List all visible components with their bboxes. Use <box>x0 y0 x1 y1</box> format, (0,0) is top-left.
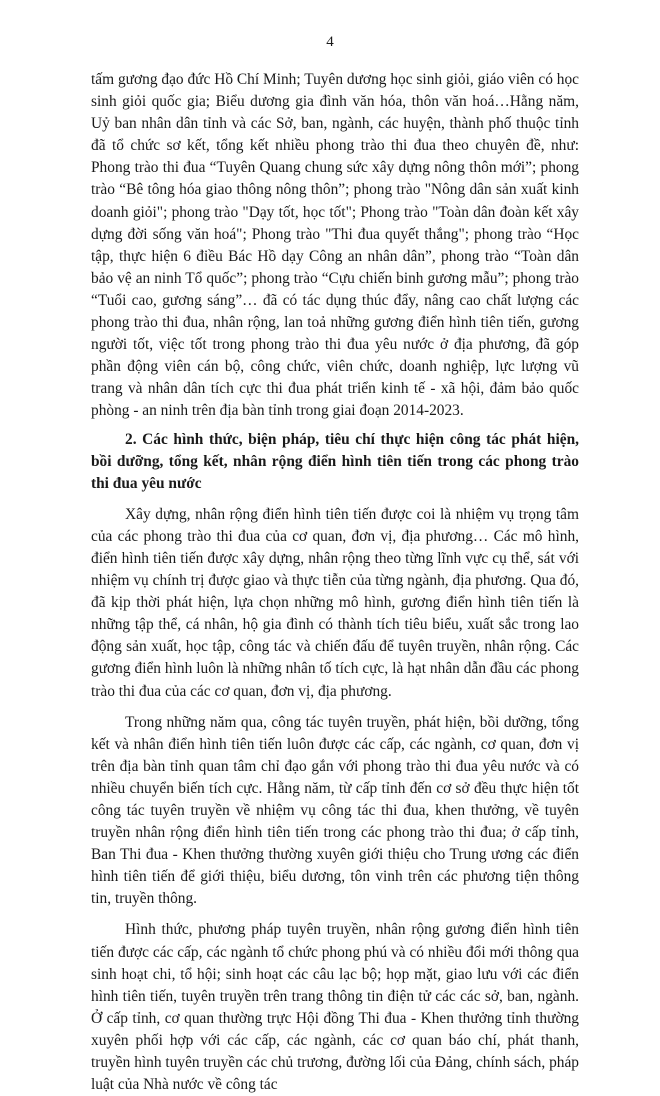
section-heading: 2. Các hình thức, biện pháp, tiêu chí thực hiện công tác phát hiện, bồi dưỡng, tổng kết, nhân rộng điển hình tiên tiến trong các phong trào thi đua yêu nước <box>91 430 579 492</box>
page-number: 4 <box>326 34 334 50</box>
paragraph: Trong những năm qua, công tác tuyên truyền, phát hiện, bồi dưỡng, tổng kết và nhân điển hình tiên tiến luôn được các cấp, các ngành, cơ quan, đơn vị trên địa bàn tỉnh quan tâm chỉ đạo gắn với phong trào thi đua yêu nước và có nhiều chuyển biến tích cực. Hằng năm, từ cấp tỉnh đến cơ sở đều thực hiện tốt công tác tuyên truyền về nhiệm vụ công tác thi đua, khen thưởng, về tuyên truyền nhân rộng điển hình tiên tiến trong các phong trào thi đua; ở cấp tỉnh, Ban Thi đua - Khen thưởng thường xuyên giới thiệu cho Trung ương các điển hình tiên tiến để giới thiệu, biểu dương, tôn vinh trên các phương tiện thông tin, truyền thông. <box>91 713 579 908</box>
paragraph: Xây dựng, nhân rộng điển hình tiên tiến được coi là nhiệm vụ trọng tâm của các phong trào thi đua của cơ quan, đơn vị, địa phương… Các mô hình, điển hình tiên tiến được xây dựng, nhân rộng theo từng lĩnh vực cụ thể, sát với nhiệm vụ chính trị được giao và thực tiễn của từng ngành, địa phương. Qua đó, đã kịp thời phát hiện, lựa chọn những mô hình, gương điển hình tiên tiến là những tập thể, cá nhân, hộ gia đình có thành tích tiêu biểu, xuất sắc trong lao động sản xuất, học tập, công tác và chiến đấu để tuyên truyền, nhân rộng. Các gương điển hình luôn là những nhân tố tích cực, là hạt nhân dẫn đầu các phong trào thi đua của các cơ quan, đơn vị, địa phương. <box>91 505 579 700</box>
paragraph: Hình thức, phương pháp tuyên truyền, nhân rộng gương điển hình tiên tiến được các cấp, các ngành tổ chức phong phú và có nhiều đổi mới thông qua sinh hoạt chi, tổ hội; sinh hoạt các câu lạc bộ; họp mặt, giao lưu với các điển hình tiên tiến, tuyên truyền trên trang thông tin điện tử các các sở, ban, ngành. Ở cấp tỉnh, cơ quan thường trực Hội đồng Thi đua - Khen thưởng tỉnh thường xuyên phối hợp với các cấp, các ngành, các cơ quan báo chí, phát thanh, truyền hình tuyên truyền các chủ trương, đường lối của Đảng, chính sách, pháp luật của Nhà nước về công tác <box>91 921 579 1094</box>
document-body <box>91 69 579 1096</box>
paragraph-continued: tấm gương đạo đức Hồ Chí Minh; Tuyên dương học sinh giỏi, giáo viên có học sinh giỏi quốc gia; Biểu dương gia đình văn hóa, thôn văn hoá…Hằng năm, Uỷ ban nhân dân tỉnh và các Sở, ban, ngành, các huyện, thành phố thuộc tỉnh đã tổ chức sơ kết, tổng kết nhiều phong trào thi đua theo chuyên đề, như: Phong trào thi đua “Tuyên Quang chung sức xây dựng nông thôn mới”; phong trào “Bê tông hóa giao thông nông thôn”; phong trào "Nông dân sản xuất kinh doanh giỏi"; phong trào "Dạy tốt, học tốt"; Phong trào "Toàn dân đoàn kết xây dựng đời sống văn hoá"; Phong trào "Thi đua quyết thắng"; phong trào “Học tập, thực hiện 6 điều Bác Hồ dạy Công an nhân dân”, phong trào “Toàn dân bảo vệ an ninh Tổ quốc”; phong trào “Cựu chiến binh gương mẫu”; phong trào “Tuổi cao, gương sáng”… đã có tác dụng thúc đẩy, nâng cao chất lượng các phong trào thi đua, nhân rộng, lan toả những gương điển hình tiên tiến, gương người tốt, việc tốt trong phong trào thi đua yêu nước ở địa phương, đã góp phần động viên cán bộ, công chức, viên chức, doanh nghiệp, lực lượng vũ trang và nhân dân tích cực thi đua phát triển kinh tế - xã hội, đảm bảo quốc phòng - an ninh trên địa bàn tỉnh trong giai đoạn 2014-2023. <box>91 71 579 420</box>
